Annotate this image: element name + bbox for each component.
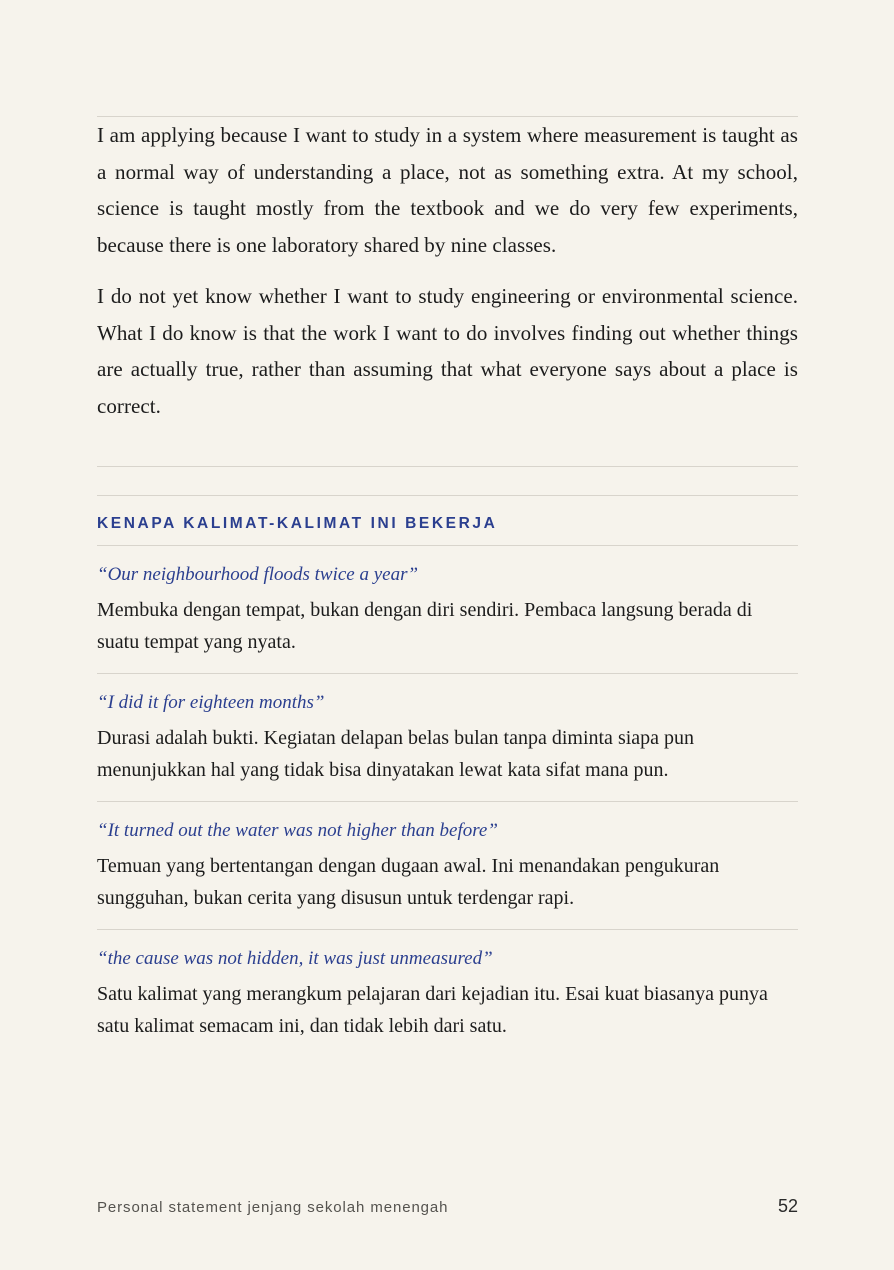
section-title: KENAPA KALIMAT-KALIMAT INI BEKERJA — [97, 515, 498, 532]
annotation-item — [97, 546, 798, 674]
annotation-item — [97, 674, 798, 802]
annotation-explanation: Membuka dengan tempat, bukan dengan diri sendiri. Pembaca langsung berada di suatu tempat yang nyata. — [97, 599, 753, 653]
section-top-rule — [97, 495, 798, 496]
running-title: Personal statement jenjang sekolah menengah — [97, 1199, 449, 1216]
annotation-quote: “It turned out the water was not higher than before” — [97, 820, 498, 841]
annotation-quote: “Our neighbourhood floods twice a year” — [97, 564, 419, 585]
annotation-explanation: Temuan yang bertentangan dengan dugaan awal. Ini menandakan pengukuran sungguhan, bukan cerita yang disusun untuk terdengar rapi. — [97, 855, 720, 909]
annotation-item — [97, 802, 798, 930]
essay-excerpt — [97, 117, 798, 424]
essay-paragraph: I am applying because I want to study in a system where measurement is taught as a normal way of understanding a place, not as something extra. At my school, science is taught mostly from the textbook and we do very few experiments, because there is one laboratory shared by nine classes. — [97, 123, 798, 257]
page-footer — [97, 1196, 798, 1217]
page-number: 52 — [777, 1196, 798, 1216]
annotation-explanation: Durasi adalah bukti. Kegiatan delapan belas bulan tanpa diminta siapa pun menunjukkan hal yang tidak bisa dinyatakan lewat kata sifat mana pun. — [97, 727, 695, 781]
annotation-explanation: Satu kalimat yang merangkum pelajaran dari kejadian itu. Esai kuat biasanya punya satu kalimat semacam ini, dan tidak lebih dari satu. — [97, 983, 768, 1037]
annotation-list — [97, 546, 798, 1057]
page-content — [97, 116, 798, 1057]
annotation-item — [97, 930, 798, 1057]
annotation-quote: “the cause was not hidden, it was just unmeasured” — [97, 948, 493, 969]
annotation-quote: “I did it for eighteen months” — [97, 692, 325, 713]
essay-paragraph: I do not yet know whether I want to study engineering or environmental science. What I do know is that the work I want to do involves finding out whether things are actually true, rather than assuming that what everyone says about a place is correct. — [97, 284, 798, 418]
essay-bottom-rule — [97, 466, 798, 467]
